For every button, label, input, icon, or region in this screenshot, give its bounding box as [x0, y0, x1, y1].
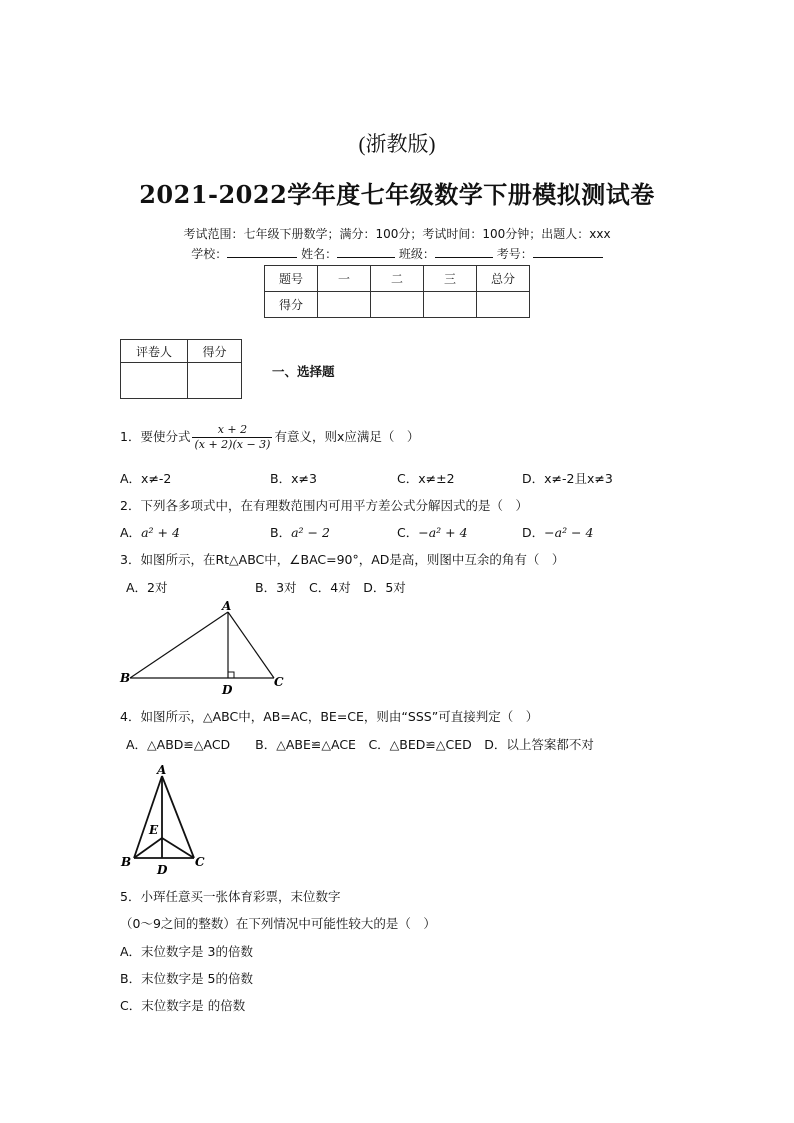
name-blank[interactable]	[337, 245, 395, 258]
exam-no-blank[interactable]	[533, 245, 603, 258]
q1-option-d[interactable]: D．x≠-2且x≠3	[522, 471, 613, 486]
section-title: 一、选择题	[272, 364, 335, 379]
q3-label-d: D	[222, 683, 233, 697]
q3-triangle-figure	[118, 598, 293, 698]
q1-frac-den: (x + 2)(x − 3)	[194, 438, 271, 451]
q1-frac-num: x + 2	[192, 423, 272, 438]
q4-triangle-figure	[118, 760, 213, 880]
question-4: 4．如图所示，△ABC中，AB=AC，BE=CE，则由“SSS”可直接判定（ ）	[120, 709, 539, 724]
q5-option-b[interactable]: B．末位数字是 5的倍数	[120, 971, 254, 986]
grader-cell[interactable]	[121, 363, 188, 399]
q4-options[interactable]: A．△ABD≌△ACD B．△ABE≌△ACE C．△BED≌△CED D．以上答案都不对	[126, 737, 594, 752]
q5-option-a[interactable]: A．末位数字是 3的倍数	[120, 944, 253, 959]
score-table	[264, 265, 530, 318]
score-row-label: 得分	[265, 292, 318, 318]
class-label: 班级：	[398, 247, 435, 261]
q1-option-a[interactable]: A．x≠-2	[120, 471, 172, 486]
q4-label-d: D	[157, 863, 168, 877]
question-5: 5．小珲任意买一张体育彩票，末位数字	[120, 889, 341, 904]
q2-option-d-letter: D．	[522, 525, 545, 540]
q2-option-c-math: −a² + 4	[418, 525, 468, 540]
score-cell[interactable]	[371, 292, 424, 318]
q2-option-a-math: a² + 4	[141, 525, 180, 540]
q3-label-b: B	[120, 671, 131, 685]
grader-cell[interactable]	[188, 363, 242, 399]
q1-option-c[interactable]: C．x≠±2	[397, 471, 455, 486]
q3-label-c: C	[274, 675, 284, 689]
q4-label-e: E	[149, 823, 159, 837]
q3-options[interactable]: A．2对 B．3对 C．4对 D．5对	[126, 580, 406, 595]
q1-option-b[interactable]: B．x≠3	[270, 471, 317, 486]
edition-label: (浙教版)	[358, 132, 436, 156]
question-3: 3．如图所示，在Rt△ABC中，∠BAC=90°，AD是高，则图中互余的角有（ ）	[120, 552, 565, 567]
q2-option-b[interactable]	[270, 523, 330, 541]
q2-option-d[interactable]	[522, 523, 593, 541]
exam-no-label: 考号：	[496, 247, 533, 261]
score-header-cell: 一	[318, 266, 371, 292]
q4-label-c: C	[195, 855, 205, 869]
name-label: 姓名：	[301, 247, 338, 261]
score-header-cell: 题号	[265, 266, 318, 292]
score-header-cell: 三	[424, 266, 477, 292]
question-1	[120, 423, 419, 452]
school-label: 学校：	[191, 247, 228, 261]
question-2: 2．下列各多项式中，在有理数范围内可用平方差公式分解因式的是（ ）	[120, 498, 528, 513]
score-cell[interactable]	[424, 292, 477, 318]
q4-label-a: A	[157, 763, 167, 777]
q2-option-b-math: a² − 2	[291, 525, 330, 540]
score-header-cell: 二	[371, 266, 424, 292]
exam-title: 2021-2022学年度七年级数学下册模拟测试卷	[139, 180, 655, 209]
student-fields-line	[0, 245, 794, 262]
q2-option-c[interactable]	[397, 523, 468, 541]
q1-fraction	[192, 423, 272, 452]
q1-prefix: 1．要使分式	[120, 429, 191, 444]
question-5-cont: （0～9之间的整数）在下列情况中可能性较大的是（ ）	[120, 916, 436, 931]
q2-option-c-letter: C．	[397, 525, 419, 540]
q4-label-b: B	[121, 855, 132, 869]
grader-header-cell: 评卷人	[121, 340, 188, 363]
class-blank[interactable]	[435, 245, 493, 258]
q5-option-c[interactable]: C．末位数字是 的倍数	[120, 998, 246, 1013]
grader-table	[120, 339, 242, 399]
q2-option-d-math: −a² − 4	[544, 525, 594, 540]
score-header-cell: 总分	[477, 266, 530, 292]
score-cell[interactable]	[477, 292, 530, 318]
q2-option-a-letter: A．	[120, 525, 142, 540]
score-cell[interactable]	[318, 292, 371, 318]
exam-info-line: 考试范围：七年级下册数学；满分：100分；考试时间：100分钟；出题人：xxx	[183, 227, 611, 241]
q3-label-a: A	[222, 599, 232, 613]
q2-option-b-letter: B．	[270, 525, 292, 540]
school-blank[interactable]	[227, 245, 297, 258]
q2-option-a[interactable]	[120, 523, 180, 541]
grader-header-cell: 得分	[188, 340, 242, 363]
q1-suffix: 有意义，则x应满足（ ）	[274, 429, 420, 444]
